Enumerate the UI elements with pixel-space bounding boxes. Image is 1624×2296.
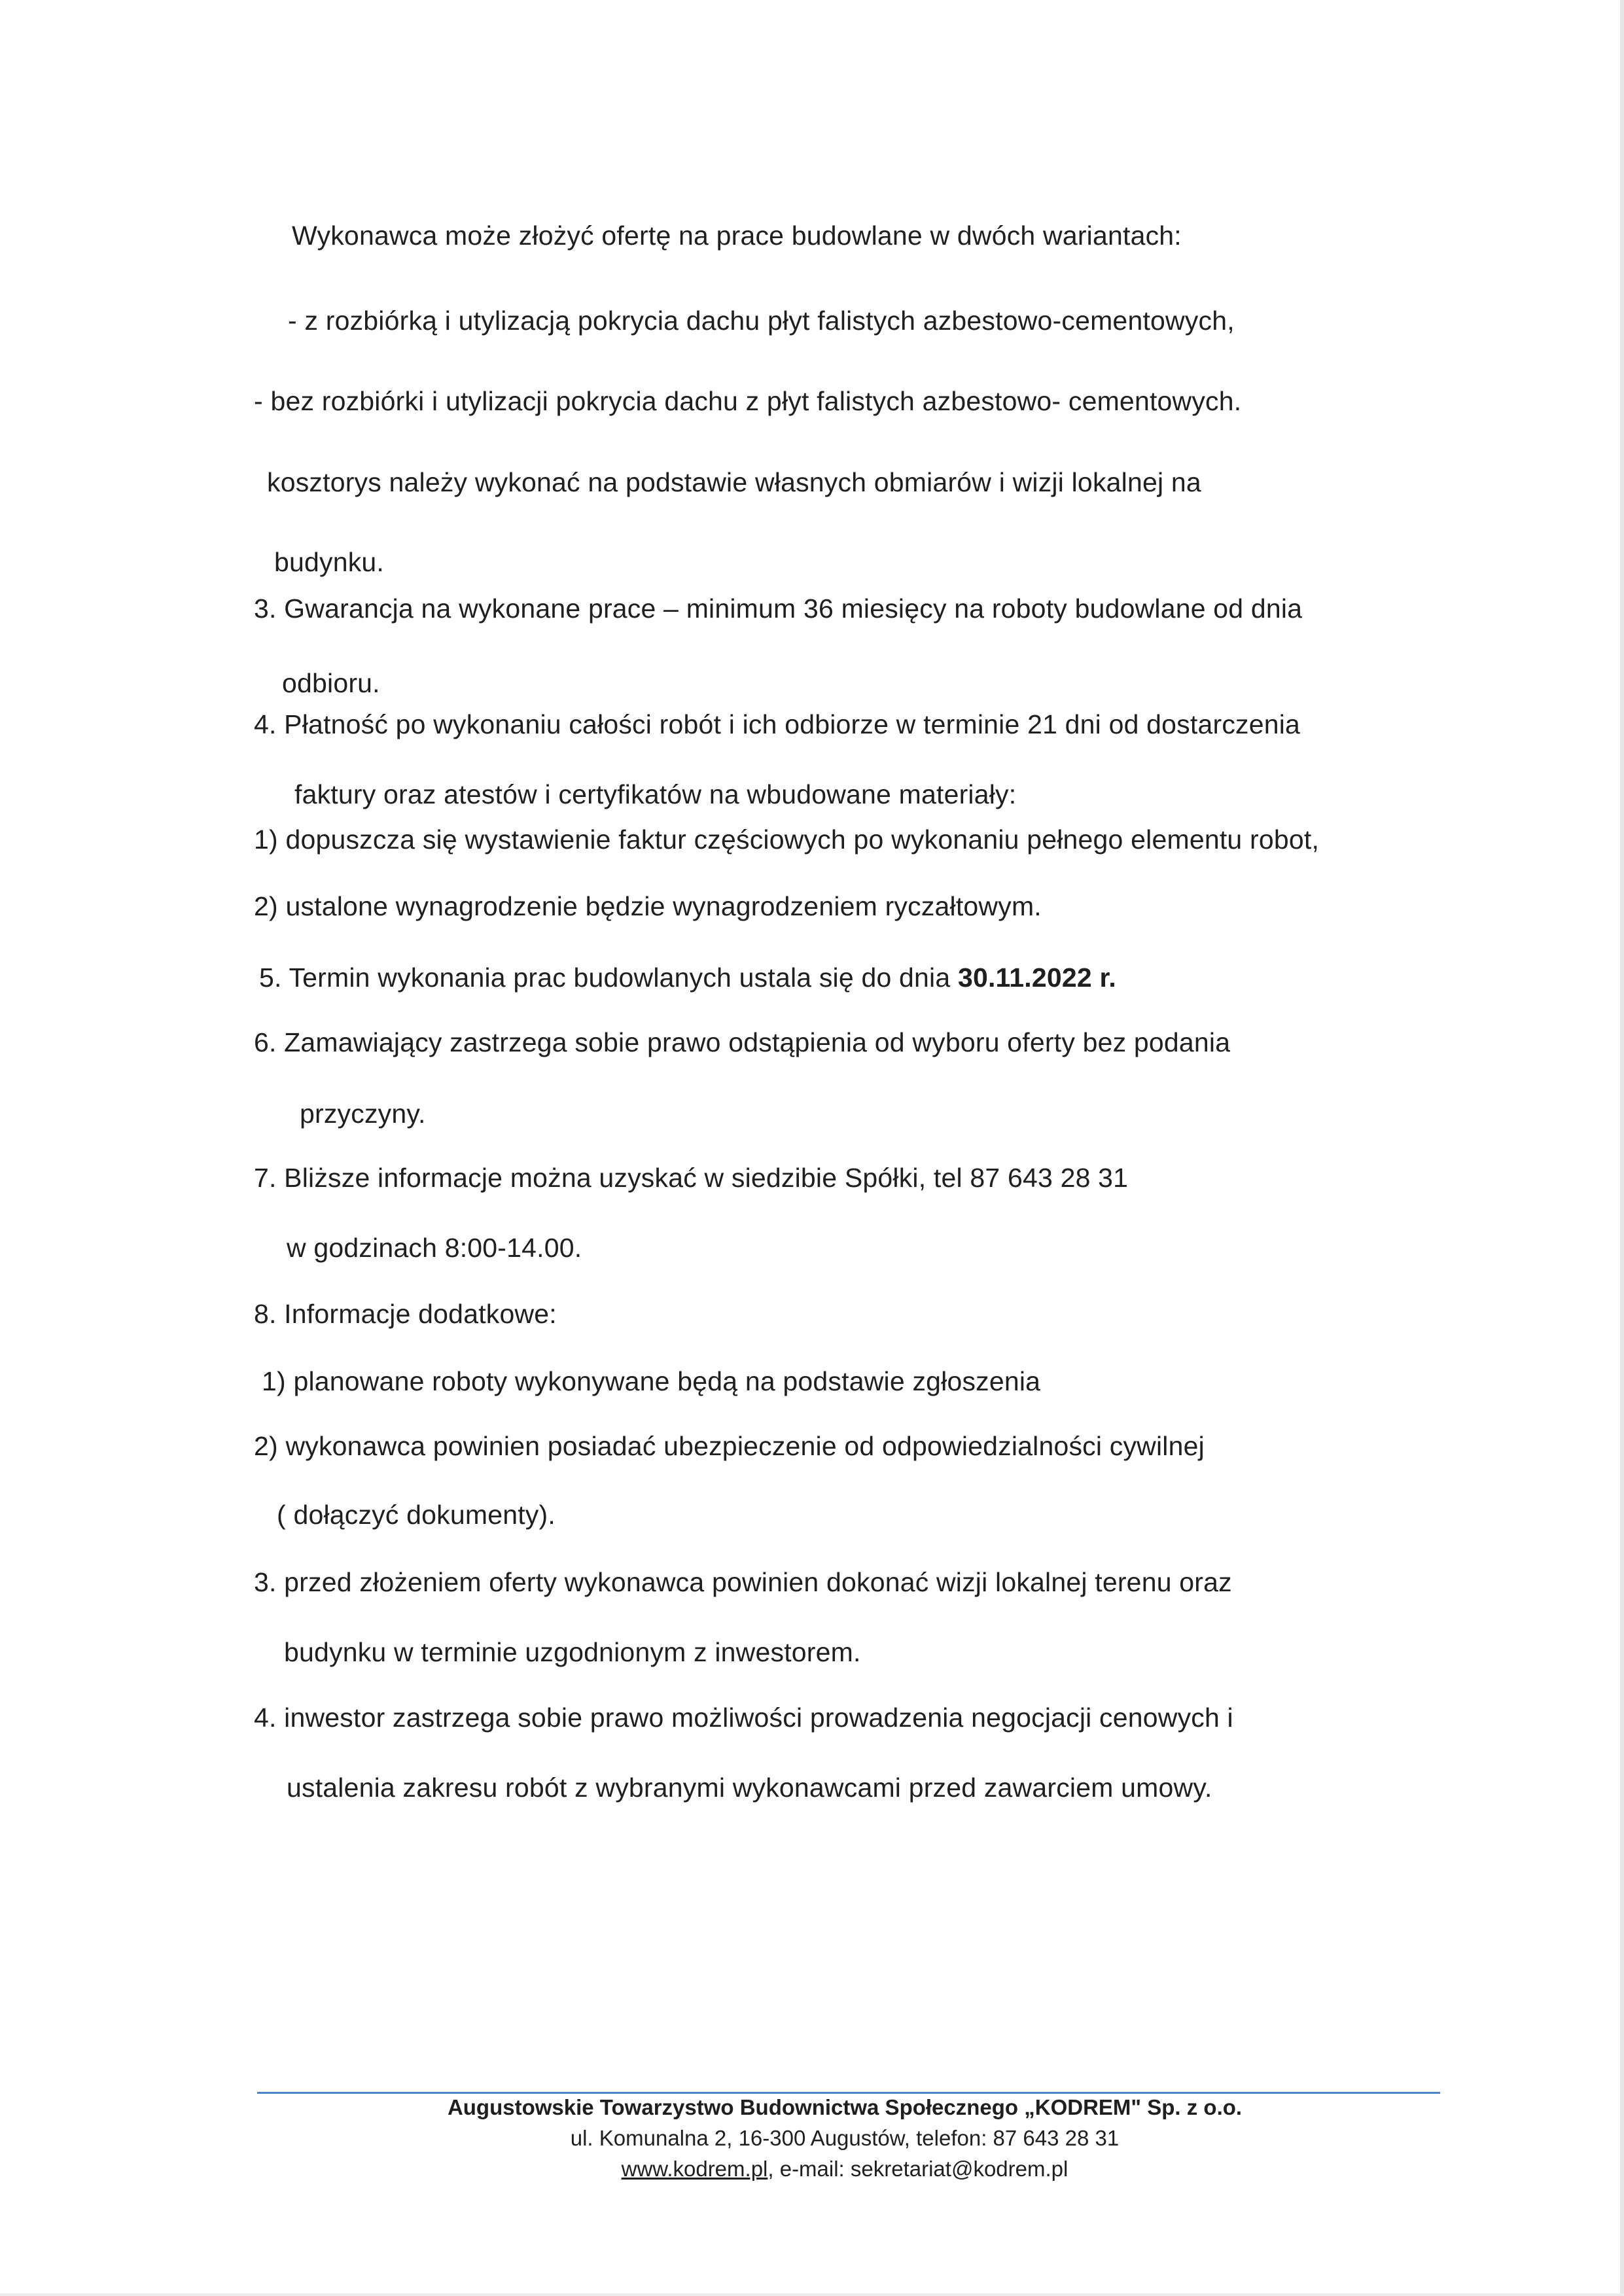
deadline-label: 5. Termin wykonania prac budowlanych ustala się do dnia <box>259 963 958 993</box>
planned-works-line: 1) planowane roboty wykonywane będą na podstawie zgłoszenia <box>262 1366 1041 1396</box>
withdrawal-continuation: przyczyny. <box>300 1099 426 1129</box>
page-edge-bottom <box>0 2293 1624 2296</box>
warranty-continuation: odbioru. <box>282 668 380 698</box>
payment-line: 4. Płatność po wykonaniu całości robót i ich odbiorze w terminie 21 dni od dostarczenia <box>254 709 1301 739</box>
contact-hours-line: w godzinach 8:00-14.00. <box>287 1233 582 1263</box>
warranty-line: 3. Gwarancja na wykonane prace – minimum 36 miesięcy na roboty budowlane od dnia <box>254 593 1303 624</box>
insurance-continuation: ( dołączyć dokumenty). <box>277 1500 556 1530</box>
site-visit-continuation: budynku w terminie uzgodnionym z inwestorem. <box>284 1637 861 1667</box>
footer-contact <box>0 2155 1624 2183</box>
deadline-date: 30.11.2022 r. <box>957 963 1116 993</box>
lump-sum-line: 2) ustalone wynagrodzenie będzie wynagrodzeniem ryczałtowym. <box>254 891 1042 921</box>
withdrawal-line: 6. Zamawiający zastrzega sobie prawo odstąpienia od wyboru oferty bez podania <box>254 1027 1231 1057</box>
negotiation-line: 4. inwestor zastrzega sobie prawo możliwości prowadzenia negocjacji cenowych i <box>254 1703 1233 1733</box>
footer-address: ul. Komunalna 2, 16-300 Augustów, telefon: 87 643 28 31 <box>570 2126 1120 2150</box>
footer-company-name: Augustowskie Towarzystwo Budownictwa Społecznego „KODREM" Sp. z o.o. <box>447 2095 1243 2119</box>
partial-invoices-line: 1) dopuszcza się wystawienie faktur częściowych po wykonaniu pełnego elementu robot, <box>254 824 1320 855</box>
negotiation-continuation: ustalenia zakresu robót z wybranymi wykonawcami przed zawarciem umowy. <box>287 1773 1212 1803</box>
payment-continuation: faktury oraz atestów i certyfikatów na wbudowane materiały: <box>294 779 1017 809</box>
footer-website-link[interactable]: www.kodrem.pl <box>621 2157 768 2181</box>
page-edge-right <box>1620 0 1624 2296</box>
intro-variants-line: Wykonawca może złożyć ofertę na prace budowlane w dwóch wariantach: <box>292 221 1182 251</box>
cost-estimate-line: kosztorys należy wykonać na podstawie własnych obmiarów i wizji lokalnej na <box>267 467 1201 497</box>
site-visit-line: 3. przed złożeniem oferty wykonawca powinien dokonać wizji lokalnej terenu oraz <box>254 1567 1232 1597</box>
deadline-line <box>259 961 1116 994</box>
additional-info-heading: 8. Informacje dodatkowe: <box>254 1299 557 1329</box>
insurance-line: 2) wykonawca powinien posiadać ubezpieczenie od odpowiedzialności cywilnej <box>254 1431 1205 1461</box>
variant-demolition-line: - z rozbiórką i utylizacją pokrycia dachu płyt falistych azbestowo-cementowych, <box>288 306 1235 336</box>
contact-info-line: 7. Bliższe informacje można uzyskać w siedzibie Spółki, tel 87 643 28 31 <box>254 1163 1129 1193</box>
footer-email: , e-mail: sekretariat@kodrem.pl <box>768 2157 1068 2181</box>
cost-estimate-continuation: budynku. <box>274 547 385 577</box>
variant-no-demolition-line: - bez rozbiórki i utylizacji pokrycia dachu z płyt falistych azbestowo- cementowych. <box>254 386 1242 416</box>
